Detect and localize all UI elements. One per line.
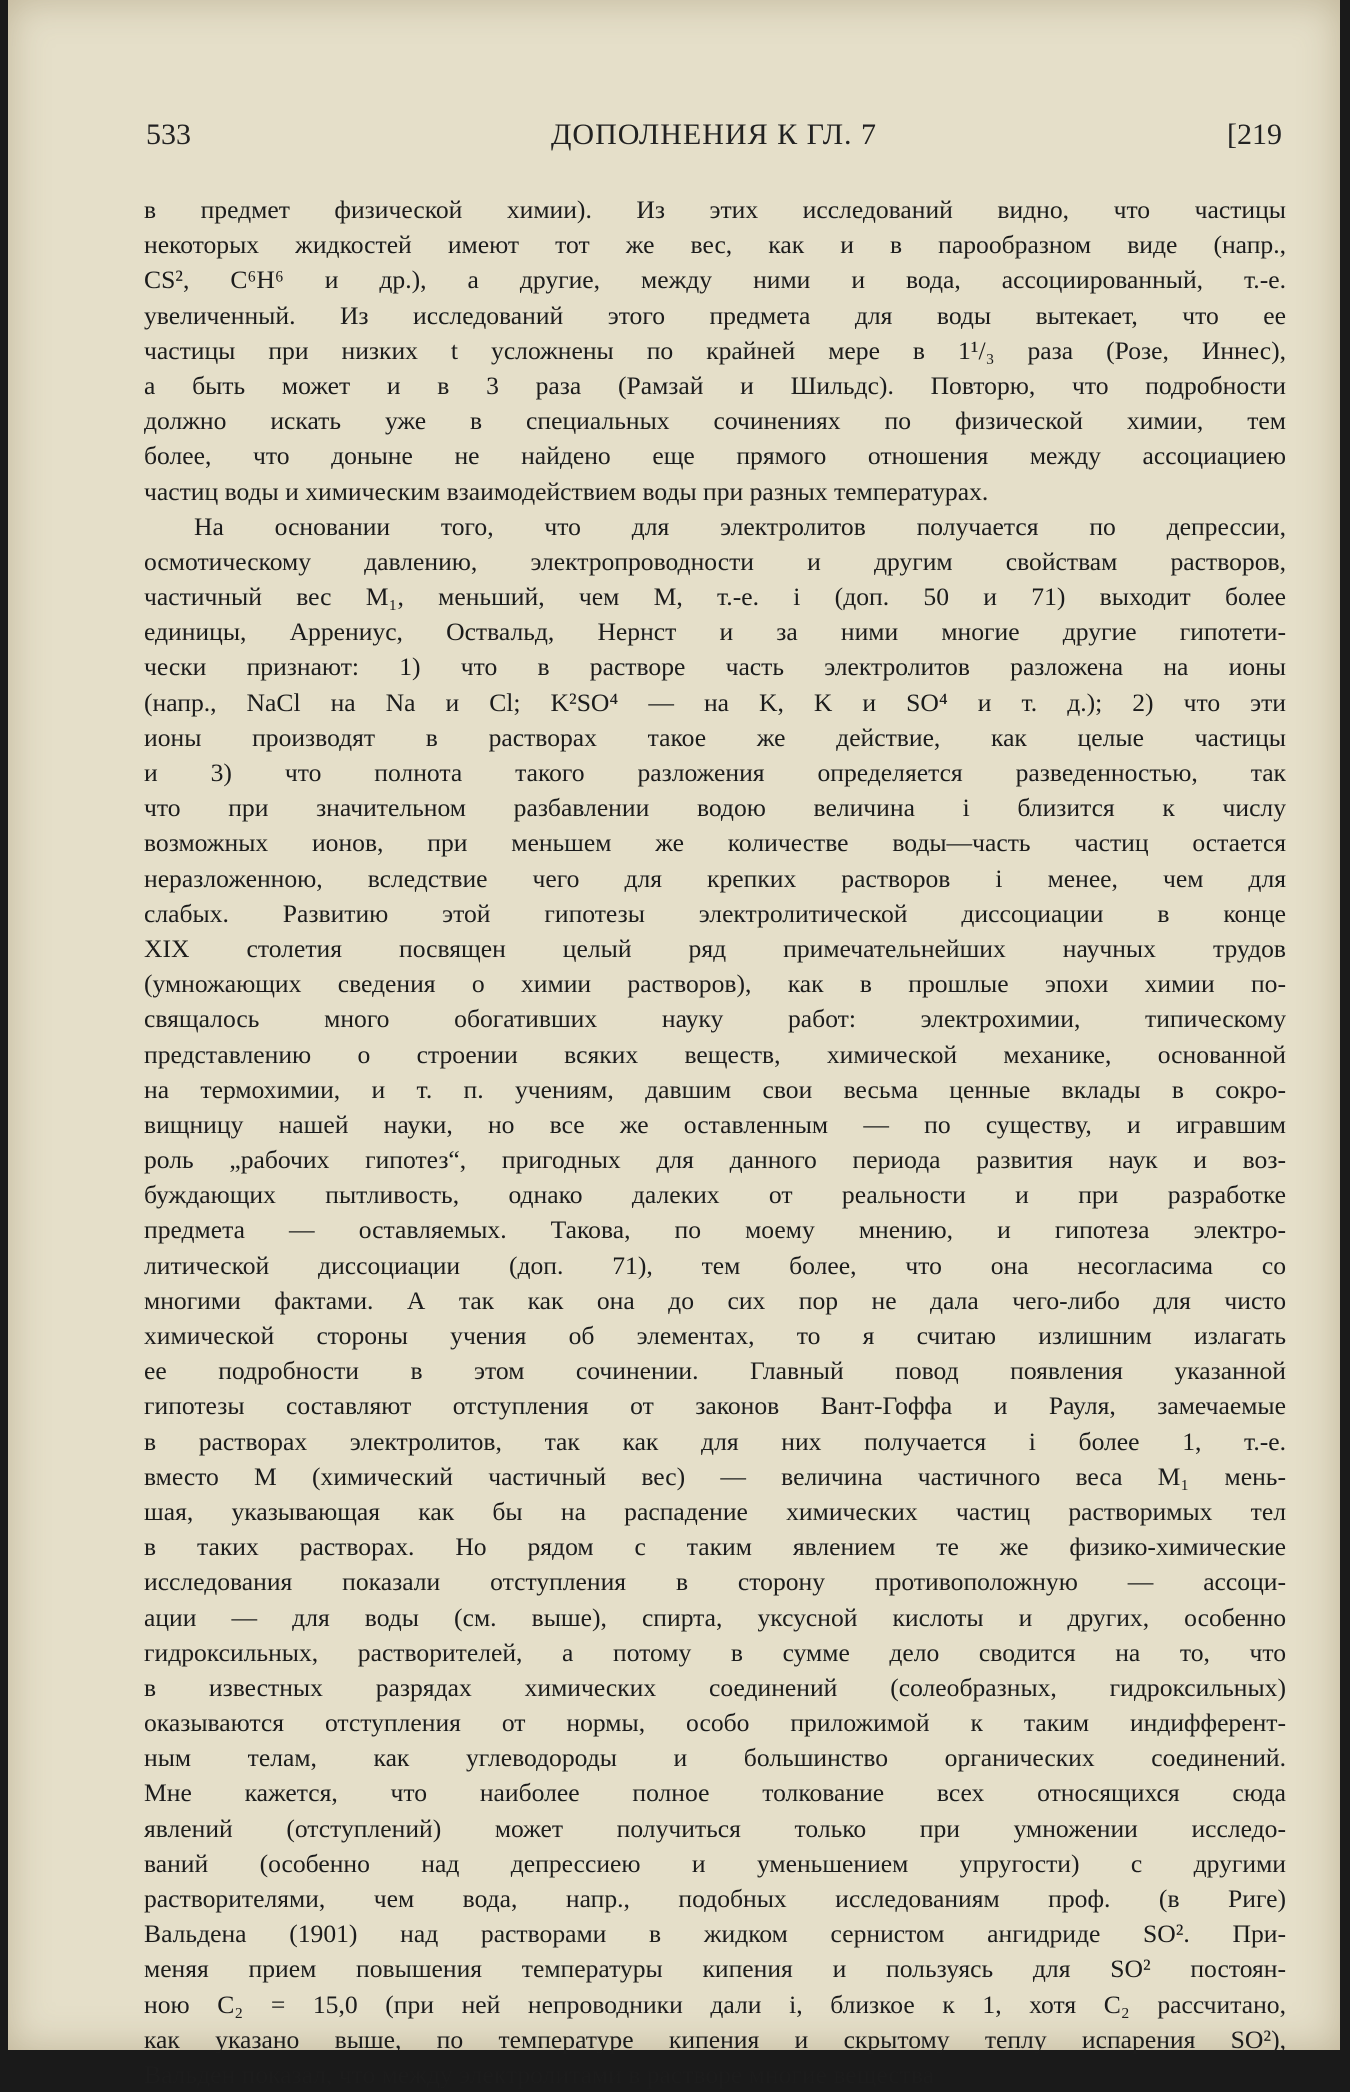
text-line: частицы при низких t усложнены по крайней мере в 1¹/₃ раза (Розе, Иннес), (144, 335, 1286, 365)
text-line: оказываются отступления от нормы, особо приложимой к таким индифферент- (144, 1708, 1286, 1738)
text-line: и 3) что полнота такого разложения определяется разведенностью, так (144, 758, 1286, 787)
text-line: слабых. Развитию этой гипотезы электролитической диссоциации в конце (144, 898, 1286, 928)
text-line: ации — для воды (см. выше), спирта, уксусной кислоты и других, особенно (144, 1602, 1286, 1632)
text-line: в предмет физической химии). Из этих исследований видно, что частицы (144, 195, 1286, 224)
text-line: представлению о строении всяких веществ, химической механике, основанной (144, 1039, 1286, 1069)
text-line: литической диссоциации (доп. 71), тем более, что она несогласима со (144, 1250, 1286, 1280)
text-line: в таких растворах. Но рядом с таким явлением те же физико-химические (144, 1532, 1286, 1562)
text-line: единицы, Аррениус, Оствальд, Нернст и за ними многие другие гипотети- (144, 617, 1286, 647)
text-line: исследования показали отступления в сторону противоположную — ассоци- (144, 1567, 1286, 1597)
page-number: 533 (146, 118, 191, 151)
text-line: как указано выше, по температуре кипения и скрытому теплу испарения SO²), (144, 2024, 1286, 2054)
text-line: роль „рабочих гипотез“, пригодных для данного периода развития наук и воз- (144, 1145, 1286, 1175)
text-line: На основании того, что для электролитов получается по депрессии, (194, 511, 1286, 541)
text-line: Вальден показал, что между электролитами в растворе многие вещества (144, 2059, 934, 2089)
text-line: гипотезы составляют отступления от законов Вант-Гоффа и Рауля, замечаемые (144, 1391, 1286, 1421)
text-line: частичный вес M₁, меньший, чем M, т.-е. i (доп. 50 и 71) выходит более (144, 582, 1286, 612)
text-line: должно искать уже в специальных сочинениях по физической химии, тем (144, 406, 1286, 436)
text-line: гидроксильных, растворителей, а потому в сумме дело сводится на то, что (144, 1637, 1286, 1667)
text-line: ным телам, как углеводороды и большинство органических соединений. (144, 1743, 1286, 1773)
text-line: вместо M (химический частичный вес) — величина частичного веса M₁ мень- (144, 1461, 1286, 1491)
running-title: ДОПОЛНЕНИЯ К ГЛ. 7 (550, 118, 878, 151)
text-line: что при значительном разбавлении водою величина i близится к числу (144, 793, 1286, 823)
text-line: (напр., NaCl на Na и Cl; K²SO⁴ — на K, K и SO⁴ и т. д.); 2) что эти (144, 687, 1286, 717)
text-line: в растворах электролитов, так как для них получается i более 1, т.-е. (144, 1426, 1286, 1456)
text-line: увеличенный. Из исследований этого предмета для воды вытекает, что ее (144, 300, 1286, 330)
text-line: частиц воды и химическим взаимодействием воды при разных температурах. (144, 476, 989, 506)
text-line: многими фактами. А так как она до сих пор не дала чего-либо для чисто (144, 1285, 1286, 1315)
text-line: в известных разрядах химических соединений (солеобразных, гидроксильных) (144, 1672, 1286, 1702)
text-line: некоторых жидкостей имеют тот же вес, как и в парообразном виде (напр., (144, 230, 1286, 260)
text-line: явлений (отступлений) может получиться только при умножении исследо- (144, 1813, 1286, 1843)
text-line: чески признают: 1) что в растворе часть электролитов разложена на ионы (144, 652, 1286, 682)
original-page-number: [219 (1227, 118, 1282, 151)
text-line: Вальдена (1901) над растворами в жидком сернистом ангидриде SO². При- (144, 1919, 1286, 1949)
text-line: Мне кажется, что наиболее полное толкование всех относящихся сюда (144, 1778, 1286, 1808)
text-line: более, что доныне не найдено еще прямого отношения между ассоциациею (144, 441, 1286, 471)
text-line: ионы производят в растворах такое же действие, как целые частицы (144, 722, 1286, 752)
text-line: неразложенною, вследствие чего для крепких растворов i менее, чем для (144, 863, 1286, 893)
text-line: возможных ионов, при меньшем же количестве воды—часть частиц остается (144, 828, 1286, 858)
text-line: предмета — оставляемых. Такова, по моему мнению, и гипотеза электро- (144, 1215, 1286, 1245)
text-line: химической стороны учения об элементах, то я считаю излишним излагать (144, 1321, 1286, 1350)
text-line: растворителями, чем вода, напр., подобных исследованиям проф. (в Риге) (144, 1884, 1286, 1913)
text-line: свящалось много обогативших науку работ: электрохимии, типическому (144, 1004, 1286, 1034)
book-page (8, 0, 1340, 2089)
text-line: ее подробности в этом сочинении. Главный повод появления указанной (144, 1356, 1286, 1386)
text-line: (умножающих сведения о химии растворов), как в прошлые эпохи химии по- (144, 969, 1286, 999)
text-line: а быть может и в 3 раза (Рамзай и Шильдс). Повторю, что подробности (144, 370, 1286, 400)
text-line: буждающих пытливость, однако далеких от реальности и при разработке (144, 1180, 1286, 1210)
text-line: на термохимии, и т. п. учениям, давшим свои весьма ценные вклады в сокро- (144, 1074, 1286, 1104)
text-line: меняя прием повышения температуры кипения и пользуясь для SO² постоян- (144, 1954, 1286, 1984)
text-line: осмотическому давлению, электропроводности и другим свойствам растворов, (144, 546, 1286, 576)
page-header (146, 118, 1282, 158)
text-line: ною C₂ = 15,0 (при ней непроводники дали i, близкое к 1, хотя C₂ рассчитано, (144, 1989, 1286, 2019)
text-line: ваний (особенно над депрессиею и уменьшением упругости) с другими (144, 1848, 1286, 1878)
text-line: XIX столетия посвящен целый ряд примечательнейших научных трудов (144, 933, 1286, 963)
text-line: шая, указывающая как бы на распадение химических частиц растворимых тел (144, 1496, 1286, 1526)
text-line: CS², C⁶H⁶ и др.), а другие, между ними и вода, ассоциированный, т.-е. (144, 265, 1286, 295)
text-line: вищницу нашей науки, но все же оставленным — по существу, и игравшим (144, 1109, 1286, 1139)
body-text (144, 192, 1286, 2092)
